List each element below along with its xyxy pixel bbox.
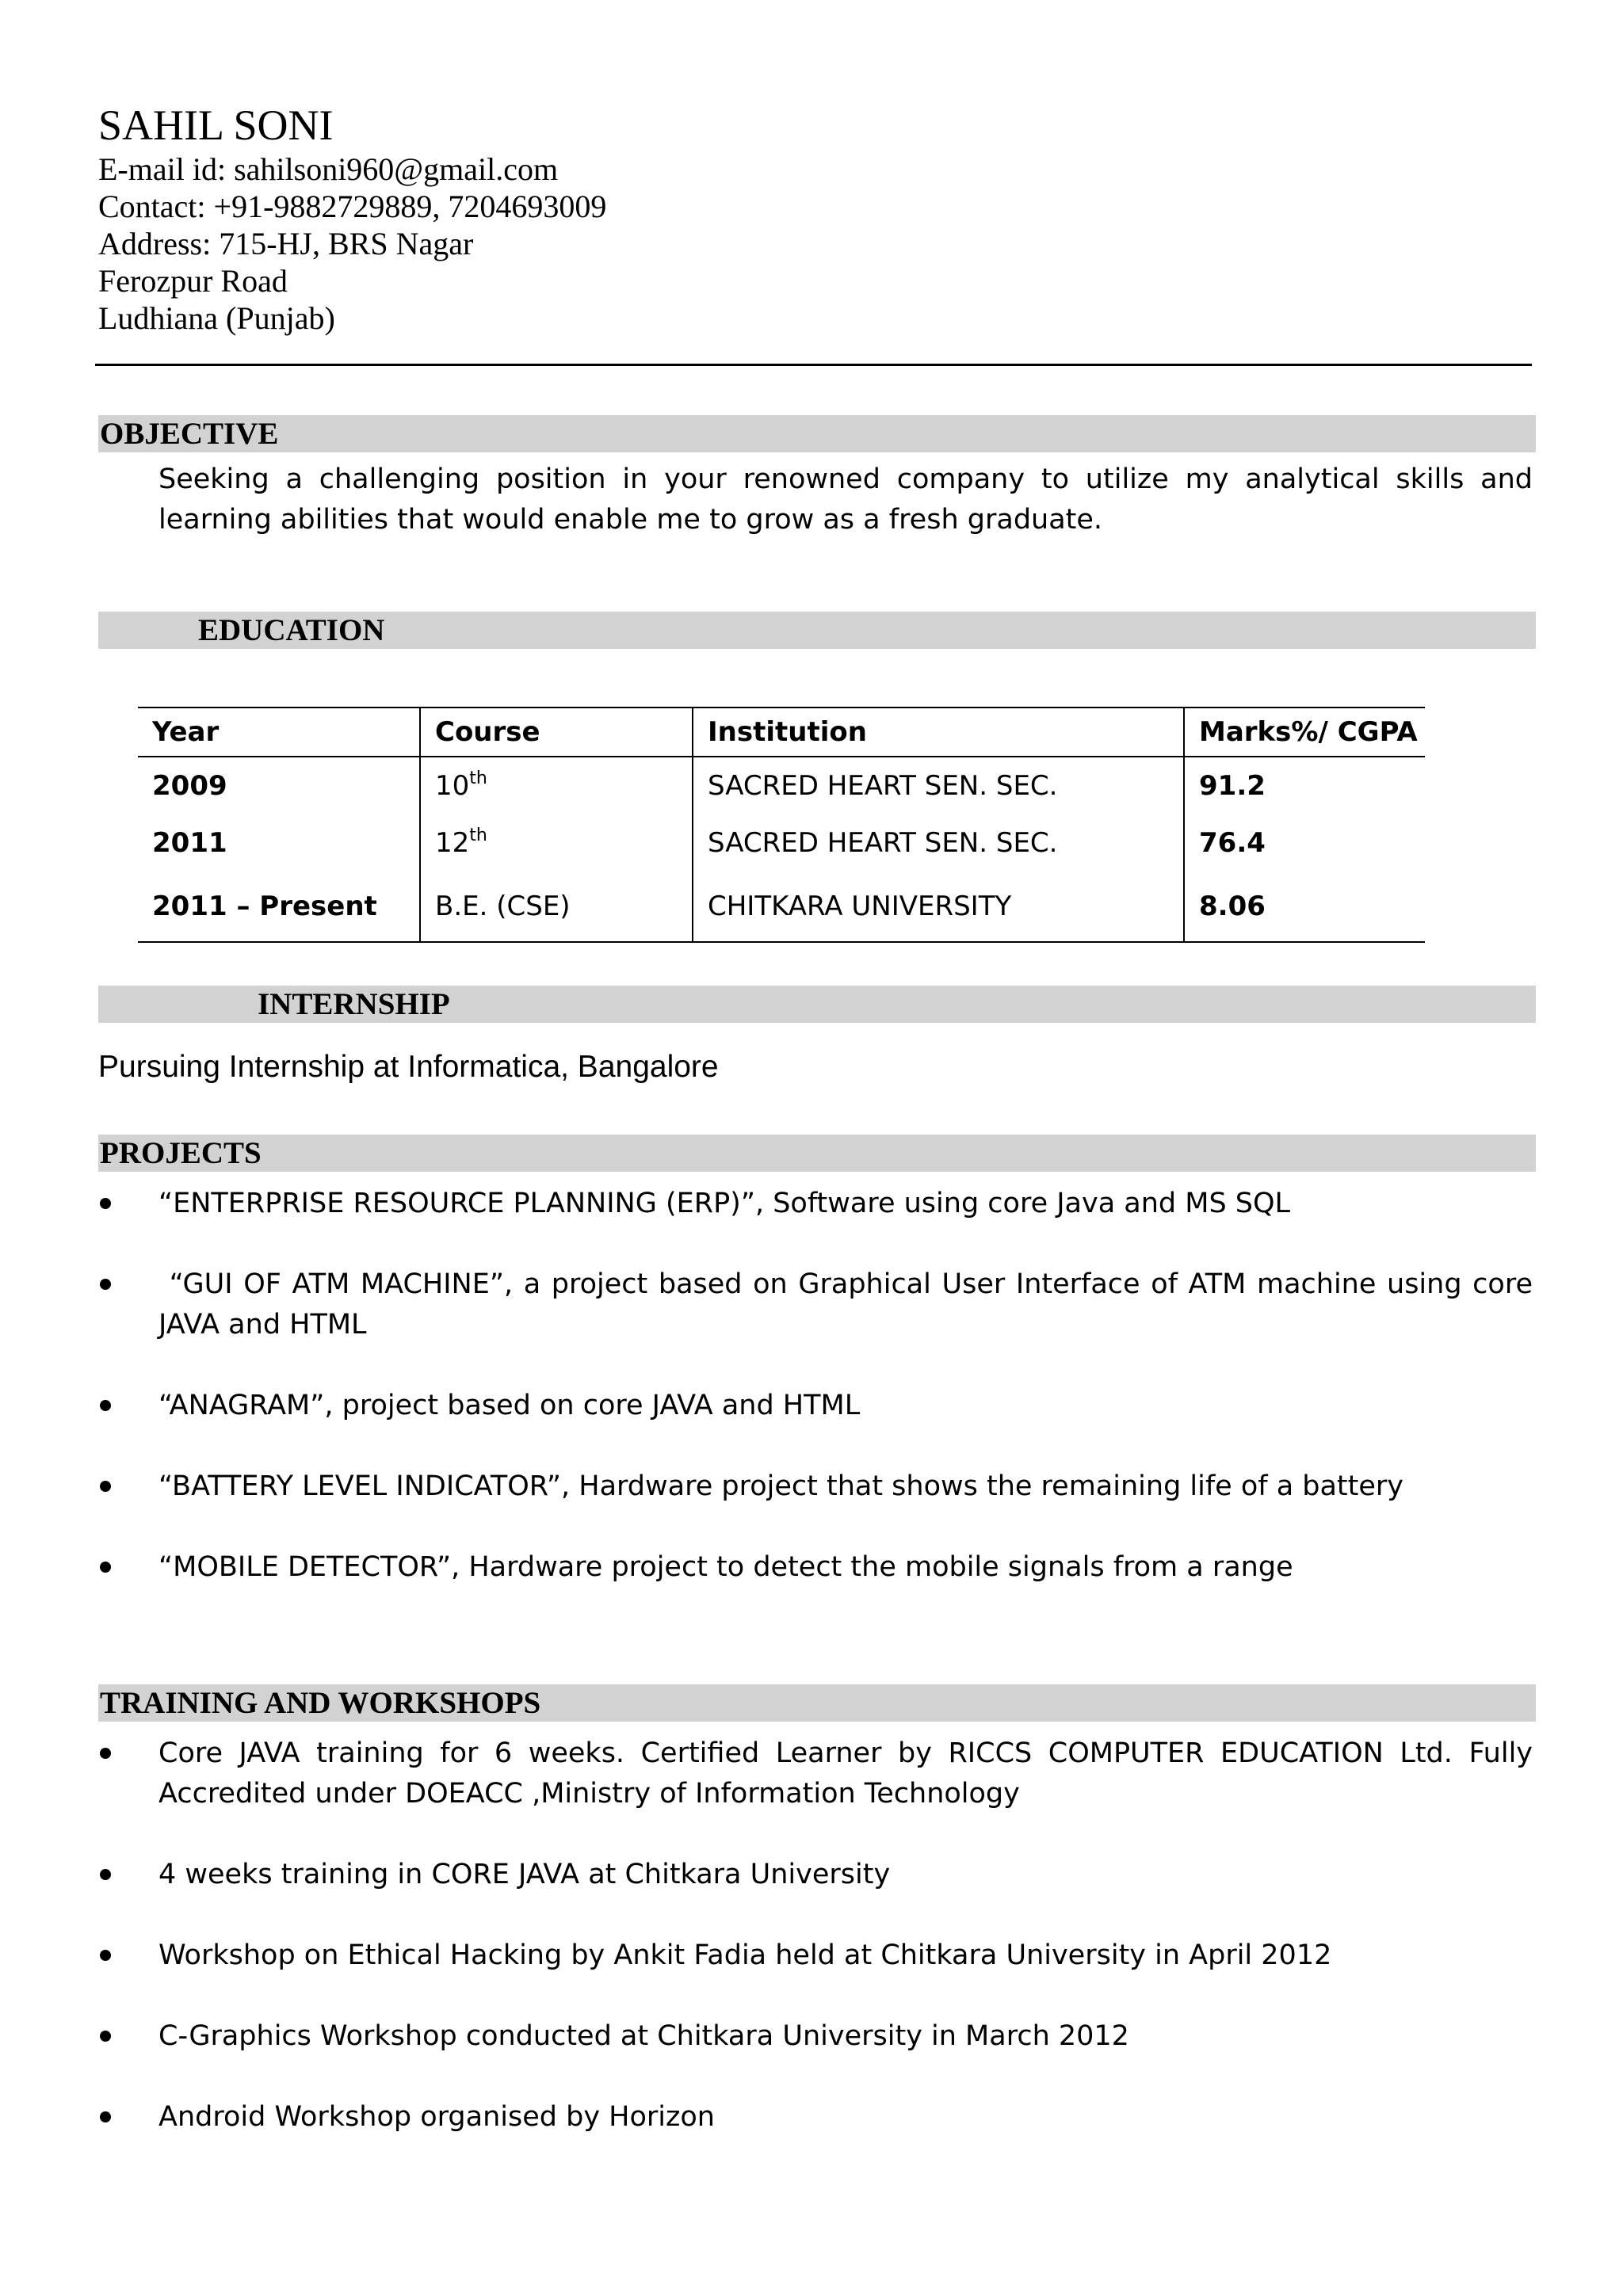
address-line-2: Ferozpur Road	[98, 263, 288, 299]
list-item: “ENTERPRISE RESOURCE PLANNING (ERP)”, Software using core Java and MS SQL	[95, 1184, 1533, 1224]
marks-cell: 91.2	[1184, 757, 1425, 814]
year-cell: 2011	[152, 827, 227, 859]
bullet-icon	[100, 1869, 111, 1880]
bullet-icon	[100, 1562, 111, 1573]
address-line-3: Ludhiana (Punjab)	[98, 300, 335, 336]
column-header-marks: Marks%/ CGPA	[1184, 707, 1425, 757]
institution-cell: SACRED HEART SEN. SEC.	[693, 814, 1184, 871]
bullet-icon	[100, 1198, 111, 1209]
education-title: EDUCATION	[198, 613, 385, 647]
bullet-icon	[100, 1279, 111, 1290]
contact-line: Contact: +91-9882729889, 7204693009	[98, 189, 607, 224]
internship-text: Pursuing Internship at Informatica, Bangalore	[98, 1050, 719, 1084]
year-cell: 2011 – Present	[138, 871, 420, 942]
column-header-year: Year	[138, 707, 420, 757]
list-item: “GUI OF ATM MACHINE”, a project based on Graphical User Interface of ATM machine using core JAVA and HTML	[95, 1264, 1533, 1345]
objective-section-header	[98, 415, 1536, 452]
list-item: “BATTERY LEVEL INDICATOR”, Hardware project that shows the remaining life of a battery	[95, 1466, 1533, 1507]
marks-cell: 76.4	[1184, 814, 1425, 871]
training-section-header	[98, 1684, 1536, 1722]
objective-title: OBJECTIVE	[100, 417, 279, 451]
ordinal-suffix: th	[469, 769, 487, 788]
bullet-icon	[100, 1950, 111, 1961]
education-section-header	[98, 612, 1536, 649]
course-cell: 12th	[420, 814, 693, 871]
objective-text: Seeking a challenging position in your renowned company to utilize my analytical skills and learning abilities that would enable me to grow as a fresh graduate.	[158, 463, 1533, 536]
internship-title: INTERNSHIP	[258, 987, 450, 1021]
list-item: Android Workshop organised by Horizon	[95, 2097, 1533, 2138]
column-header-institution: Institution	[693, 707, 1184, 757]
internship-section-header	[98, 986, 1536, 1023]
list-item: Core JAVA training for 6 weeks. Certified Learner by RICCS COMPUTER EDUCATION Ltd. Fully Accredited under DOEACC ,Ministry of Information Technology	[95, 1733, 1533, 1814]
course-cell: B.E. (CSE)	[420, 871, 693, 942]
email-line: E-mail id: sahilsoni960@gmail.com	[98, 151, 559, 187]
table-row	[138, 814, 1425, 871]
column-header-course: Course	[420, 707, 693, 757]
training-list	[95, 1733, 1533, 2138]
table-row	[138, 871, 1425, 942]
list-item: Workshop on Ethical Hacking by Ankit Fadia held at Chitkara University in April 2012	[95, 1936, 1533, 1976]
address-line-1: Address: 715-HJ, BRS Nagar	[98, 226, 474, 261]
projects-section-header	[98, 1135, 1536, 1172]
table-row	[138, 757, 1425, 814]
institution-cell: SACRED HEART SEN. SEC.	[693, 757, 1184, 814]
bullet-icon	[100, 1481, 111, 1492]
list-item: “ANAGRAM”, project based on core JAVA and HTML	[95, 1386, 1533, 1426]
bullet-icon	[100, 2111, 111, 2122]
list-item: C-Graphics Workshop conducted at Chitkara University in March 2012	[95, 2016, 1533, 2057]
marks-cell: 8.06	[1184, 871, 1425, 942]
projects-list	[95, 1184, 1542, 1588]
institution-cell: CHITKARA UNIVERSITY	[693, 871, 1184, 942]
bullet-icon	[100, 2031, 111, 2042]
bullet-icon	[100, 1748, 111, 1759]
course-cell: 10th	[420, 757, 693, 814]
ordinal-suffix: th	[469, 826, 487, 845]
year-cell: 2009	[152, 770, 227, 802]
list-item: 4 weeks training in CORE JAVA at Chitkara University	[95, 1855, 1533, 1895]
training-title: TRAINING AND WORKSHOPS	[100, 1686, 541, 1720]
projects-title: PROJECTS	[100, 1136, 262, 1170]
education-table-header-row	[138, 707, 1425, 757]
header-divider	[95, 364, 1532, 366]
education-table	[138, 707, 1425, 943]
candidate-name: SAHIL SONI	[98, 101, 334, 149]
bullet-icon	[100, 1400, 111, 1411]
list-item: “MOBILE DETECTOR”, Hardware project to detect the mobile signals from a range	[95, 1547, 1533, 1588]
